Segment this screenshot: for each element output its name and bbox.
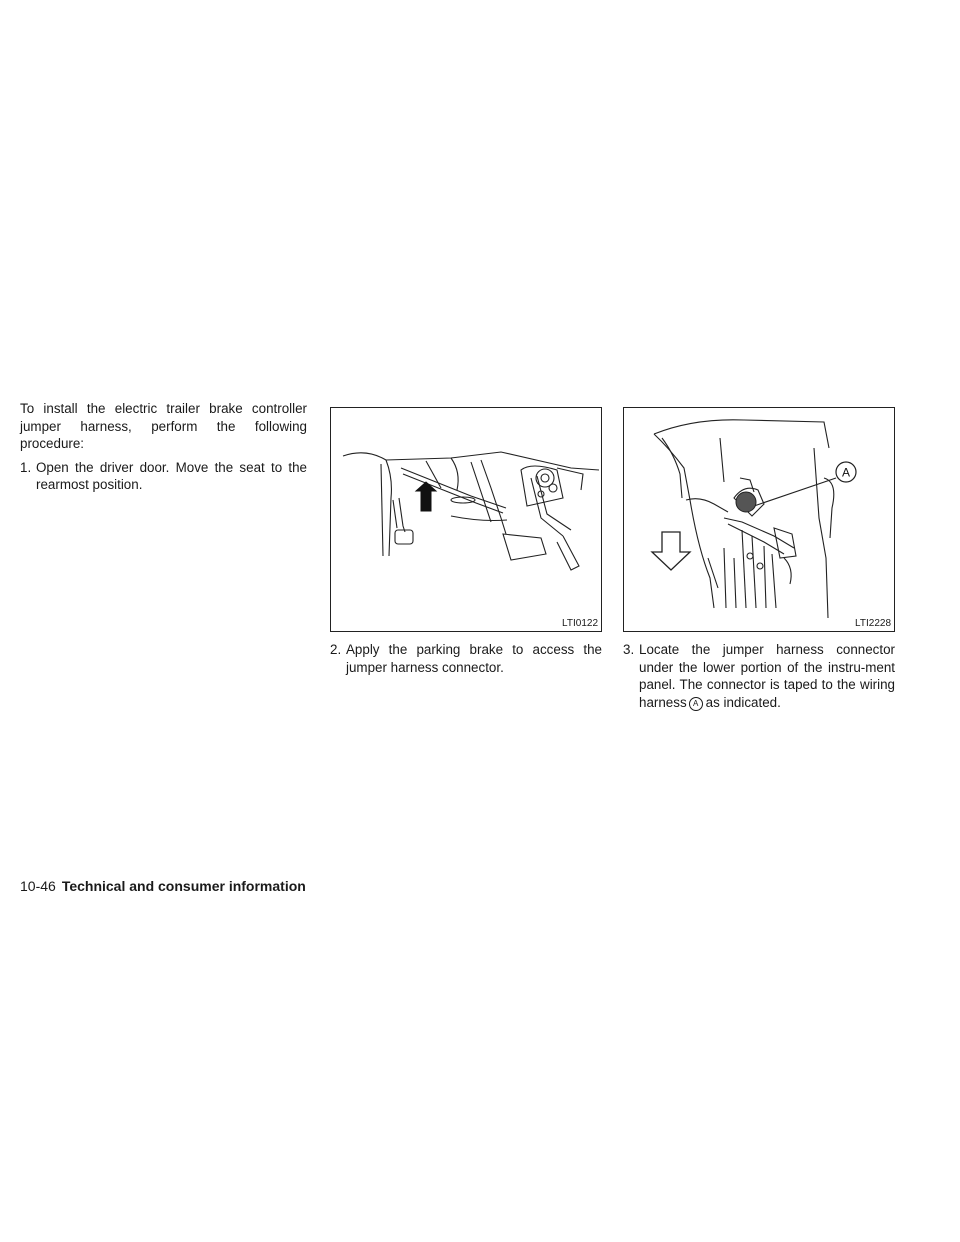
- step-3-number: 3.: [623, 642, 635, 657]
- parking-brake-illustration: [331, 408, 601, 631]
- step-3: [623, 641, 895, 711]
- down-arrow-icon: [652, 532, 690, 570]
- step-2-number: 2.: [330, 642, 342, 657]
- page-footer: [20, 877, 306, 895]
- figure-parking-brake: [330, 407, 602, 632]
- section-title: Technical and consumer information: [61, 878, 306, 894]
- step-3-text-end: as indicated.: [705, 694, 781, 710]
- figure-code: LTI0122: [562, 618, 598, 629]
- intro-paragraph: To install the electric trailer brake controller jumper harness, perform the following procedure:: [20, 401, 307, 451]
- jumper-connector-illustration: [624, 408, 894, 631]
- callout-a-inline-icon: A: [689, 697, 703, 711]
- step-2: [330, 641, 602, 676]
- step-1-text: Open the driver door. Move the seat to the rearmost position.: [36, 459, 307, 492]
- step-2-text: Apply the parking brake to access the jumper harness connector.: [346, 642, 602, 675]
- step-1: [20, 459, 307, 494]
- column-1: [20, 400, 307, 494]
- page-number: 10-46: [20, 878, 56, 894]
- callout-a-icon: [836, 462, 856, 482]
- callout-label: A: [841, 465, 851, 480]
- figure-code: LTI2228: [855, 618, 891, 629]
- figure-jumper-connector: [623, 407, 895, 632]
- step-1-number: 1.: [20, 459, 32, 475]
- step-3-text: Locate the jumper harness connector under the lower portion of the instru-ment panel. The connector is taped to the wiring harness: [639, 642, 895, 710]
